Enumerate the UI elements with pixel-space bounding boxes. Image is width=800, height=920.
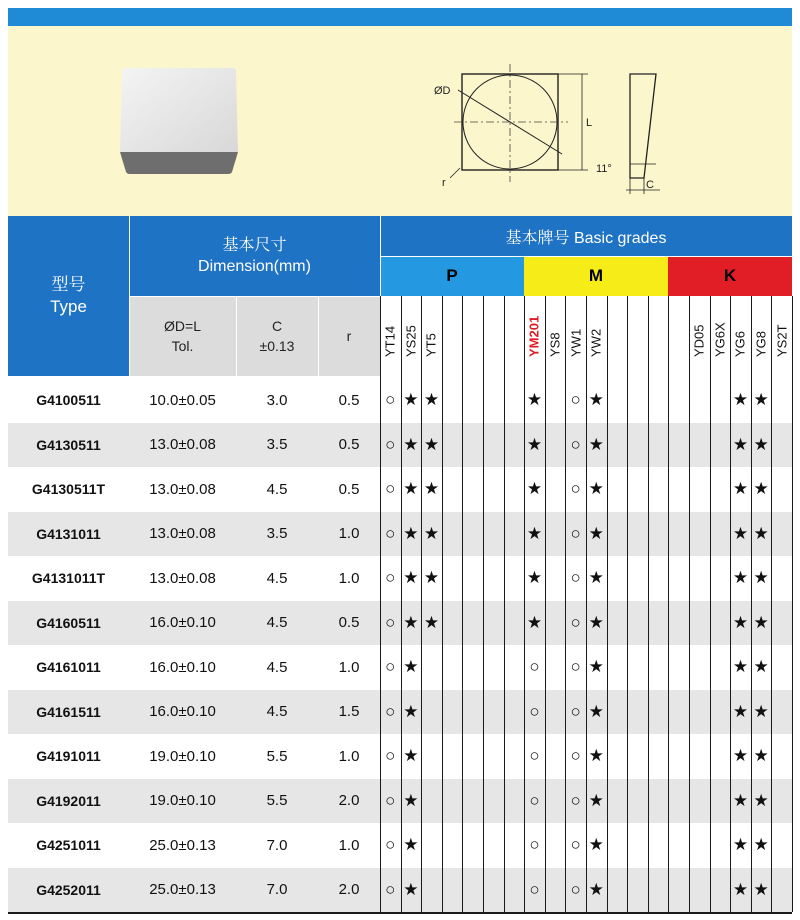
type-cell: G4161011: [36, 659, 101, 675]
grade-column-divider: [710, 296, 711, 912]
grade-column-divider: [545, 296, 546, 912]
type-cell: G4191011: [36, 748, 101, 764]
star-mark: ★: [753, 790, 769, 810]
table-row: [8, 734, 792, 778]
insert-photo: [118, 64, 240, 176]
radius-cell: 0.5: [338, 480, 360, 498]
grade-header-column: [380, 296, 401, 376]
star-mark: ★: [732, 701, 749, 721]
table-row: [8, 645, 792, 689]
grade-header-column: [565, 296, 586, 376]
star-mark: ★: [526, 568, 543, 587]
chamfer-cell: 3.0: [266, 391, 288, 409]
grade-column-divider: [565, 296, 566, 912]
circle-mark: ○: [385, 657, 396, 676]
star-mark: ★: [403, 657, 419, 676]
star-mark: ★: [753, 657, 769, 676]
star-mark: ★: [588, 835, 604, 854]
star-mark: ★: [732, 523, 749, 543]
table-row: [8, 690, 792, 734]
table-row: [8, 467, 792, 511]
type-header-cn: 型号: [51, 275, 86, 294]
diameter-cell: 13.0±0.08: [149, 436, 216, 453]
type-cell: G4131011: [36, 525, 101, 542]
chamfer-cell: 4.5: [266, 614, 288, 631]
chamfer-cell: 7.0: [266, 836, 288, 854]
grade-header-column: [689, 296, 710, 376]
grade-label: YW1: [568, 328, 584, 357]
grade-header-column: [627, 296, 648, 376]
diameter-cell: 25.0±0.13: [149, 881, 216, 898]
star-mark: ★: [753, 434, 769, 454]
star-mark: ★: [588, 657, 604, 676]
grade-label: YS25: [403, 325, 419, 357]
group-p-band: [380, 256, 524, 296]
grade-column-divider: [462, 296, 463, 912]
star-mark: ★: [423, 479, 440, 498]
star-mark: ★: [588, 568, 604, 587]
header-divider: [129, 296, 380, 297]
radius-cell: 2.0: [338, 881, 360, 898]
chamfer-header-line1: C: [271, 318, 283, 334]
table-row: [8, 779, 792, 823]
grade-label: YT5: [423, 333, 439, 357]
type-cell: G4160511: [36, 614, 101, 631]
star-mark: ★: [753, 835, 769, 854]
grade-column-divider: [730, 296, 731, 912]
table-bottom-rule: [8, 912, 792, 914]
star-mark: ★: [588, 746, 604, 765]
star-mark: ★: [423, 568, 440, 587]
star-mark: ★: [588, 612, 604, 632]
star-mark: ★: [403, 568, 419, 587]
grade-label: YD05: [691, 324, 707, 357]
radius-cell: 0.5: [338, 391, 360, 409]
circle-mark: ○: [570, 701, 581, 721]
star-mark: ★: [403, 746, 419, 765]
radius-cell: 1.5: [338, 703, 360, 720]
star-mark: ★: [732, 612, 749, 632]
grade-column-divider: [586, 296, 587, 912]
chamfer-cell: 7.0: [266, 881, 288, 898]
circle-mark: ○: [385, 434, 396, 454]
circle-mark: ○: [570, 390, 581, 409]
radius-cell: 1.0: [338, 658, 360, 676]
circle-mark: ○: [385, 479, 396, 498]
grade-column-divider: [421, 296, 422, 912]
star-mark: ★: [403, 879, 419, 899]
star-mark: ★: [753, 701, 769, 721]
type-header: [8, 216, 129, 376]
grade-column-divider: [380, 296, 381, 912]
radius-cell: 2.0: [338, 792, 360, 809]
grade-header-column: [442, 296, 463, 376]
grade-column-divider: [771, 296, 772, 912]
grade-column-divider: [627, 296, 628, 912]
grade-column-divider: [524, 296, 525, 912]
star-mark: ★: [526, 479, 543, 498]
chamfer-cell: 4.5: [266, 480, 288, 498]
grade-header-column: [648, 296, 669, 376]
diameter-cell: 16.0±0.10: [149, 658, 216, 676]
grade-label: YG8: [753, 330, 769, 357]
star-mark: ★: [423, 523, 440, 543]
star-mark: ★: [732, 390, 749, 409]
radius-cell: 1.0: [338, 747, 360, 765]
circle-mark: ○: [385, 612, 396, 632]
chamfer-cell: 4.5: [266, 703, 288, 720]
table-row: [8, 868, 792, 912]
grade-header-column: [401, 296, 422, 376]
chamfer-cell: 4.5: [266, 569, 288, 587]
circle-mark: ○: [385, 879, 396, 899]
chamfer-cell: 3.5: [266, 525, 288, 542]
star-mark: ★: [588, 390, 604, 409]
star-mark: ★: [753, 879, 769, 899]
star-mark: ★: [753, 746, 769, 765]
grade-column-divider: [607, 296, 608, 912]
star-mark: ★: [423, 390, 440, 409]
star-mark: ★: [588, 523, 604, 543]
circle-mark: ○: [529, 835, 540, 854]
circle-mark: ○: [529, 657, 540, 676]
circle-mark: ○: [385, 835, 396, 854]
star-mark: ★: [732, 657, 749, 676]
star-mark: ★: [588, 879, 604, 899]
type-cell: G4130511: [36, 436, 101, 453]
diameter-cell: 25.0±0.13: [149, 836, 216, 854]
star-mark: ★: [526, 523, 543, 543]
grade-column-divider: [483, 296, 484, 912]
grade-header-column: [483, 296, 504, 376]
table-row: [8, 556, 792, 600]
table-row: [8, 512, 792, 556]
type-cell: G4192011: [36, 792, 101, 809]
radius-cell: 1.0: [338, 569, 360, 587]
circle-mark: ○: [385, 523, 396, 543]
radius-cell: 1.0: [338, 525, 360, 542]
diameter-header-line1: ØD=L: [164, 318, 201, 334]
circle-mark: ○: [385, 701, 396, 721]
star-mark: ★: [403, 390, 419, 409]
insert-technical-drawing: [420, 60, 680, 200]
diameter-cell: 13.0±0.08: [149, 569, 216, 587]
star-mark: ★: [732, 746, 749, 765]
type-cell: G4161511: [36, 703, 101, 720]
dimension-header: [129, 216, 380, 296]
diameter-cell: 10.0±0.05: [149, 391, 216, 409]
star-mark: ★: [588, 790, 604, 810]
grade-header-column: [710, 296, 731, 376]
chamfer-header: [236, 296, 318, 376]
chamfer-cell: 3.5: [266, 436, 288, 453]
dimension-header-en: Dimension(mm): [198, 258, 311, 275]
grade-label: YG6: [732, 330, 748, 357]
circle-mark: ○: [529, 701, 540, 721]
type-cell: G4251011: [36, 837, 101, 853]
star-mark: ★: [753, 523, 769, 543]
chamfer-cell: 4.5: [266, 658, 288, 676]
circle-mark: ○: [385, 568, 396, 587]
circle-mark: ○: [570, 879, 581, 899]
circle-mark: ○: [529, 746, 540, 765]
grade-column-divider: [648, 296, 649, 912]
diameter-cell: 16.0±0.10: [149, 614, 216, 631]
star-mark: ★: [403, 701, 419, 721]
diameter-cell: 16.0±0.10: [149, 703, 216, 720]
diameter-header-line2: Tol.: [171, 338, 194, 354]
type-header-en: Type: [50, 297, 87, 316]
star-mark: ★: [403, 434, 419, 454]
circle-mark: ○: [570, 479, 581, 498]
star-mark: ★: [753, 479, 769, 498]
circle-mark: ○: [570, 434, 581, 454]
grade-header-column: [792, 296, 800, 376]
radius-cell: 0.5: [338, 614, 360, 631]
group-k-label: K: [723, 266, 737, 285]
chamfer-cell: 5.5: [266, 747, 288, 765]
grade-header-column: [504, 296, 525, 376]
grade-header-column: [668, 296, 689, 376]
grade-column-divider: [689, 296, 690, 912]
circle-mark: ○: [570, 790, 581, 810]
star-mark: ★: [526, 612, 543, 632]
grade-label: YW2: [588, 328, 604, 357]
circle-mark: ○: [385, 390, 396, 409]
table-row: [8, 823, 792, 867]
star-mark: ★: [403, 835, 419, 854]
star-mark: ★: [732, 790, 749, 810]
header-divider: [318, 296, 319, 376]
star-mark: ★: [526, 390, 543, 409]
star-mark: ★: [403, 523, 419, 543]
star-mark: ★: [403, 790, 419, 810]
grade-header-column: [462, 296, 483, 376]
star-mark: ★: [753, 568, 769, 587]
radius-header: r: [318, 296, 380, 376]
group-p-label: P: [446, 266, 458, 285]
star-mark: ★: [423, 434, 440, 454]
grade-header-column: [771, 296, 792, 376]
diameter-cell: 19.0±0.10: [149, 792, 216, 809]
radius-cell: 1.0: [338, 836, 360, 854]
top-accent-bar: [8, 8, 792, 26]
grade-column-divider: [792, 296, 793, 912]
type-cell: G4130511T: [31, 481, 106, 497]
length-label: L: [586, 117, 593, 129]
grade-column-divider: [401, 296, 402, 912]
diameter-tolerance-header: [129, 296, 236, 376]
table-row: [8, 601, 792, 645]
grade-label: YM201: [526, 315, 542, 357]
circle-mark: ○: [385, 790, 396, 810]
diameter-cell: 13.0±0.08: [149, 525, 216, 542]
type-cell: G4131011T: [31, 570, 106, 586]
table-row: [8, 423, 792, 467]
circle-mark: ○: [529, 879, 540, 899]
grade-column-divider: [668, 296, 669, 912]
circle-mark: ○: [570, 612, 581, 632]
star-mark: ★: [732, 434, 749, 454]
circle-mark: ○: [570, 568, 581, 587]
table-row: [8, 378, 792, 422]
circle-mark: ○: [570, 523, 581, 543]
circle-mark: ○: [385, 746, 396, 765]
grade-header-column: [524, 296, 545, 376]
star-mark: ★: [753, 612, 769, 632]
chamfer-label: C: [646, 179, 654, 191]
grade-header-column: [421, 296, 442, 376]
grade-header-column: [607, 296, 628, 376]
star-mark: ★: [403, 612, 419, 632]
diameter-cell: 19.0±0.10: [149, 747, 216, 765]
grade-header-column: [751, 296, 772, 376]
diameter-cell: 13.0±0.08: [149, 480, 216, 498]
type-cell: G4100511: [36, 392, 101, 408]
star-mark: ★: [732, 479, 749, 498]
radius-label: r: [442, 177, 446, 189]
group-k-band: [668, 256, 792, 296]
grade-header-column: [586, 296, 607, 376]
grade-label: YS2T: [774, 324, 790, 357]
star-mark: ★: [526, 434, 543, 454]
diameter-label: ØD: [434, 85, 451, 97]
star-mark: ★: [588, 701, 604, 721]
star-mark: ★: [403, 479, 419, 498]
dimension-header-cn: 基本尺寸: [222, 237, 287, 254]
star-mark: ★: [588, 479, 604, 498]
type-cell: G4252011: [36, 881, 101, 898]
group-m-band: [524, 256, 668, 296]
chamfer-header-line2: ±0.13: [259, 338, 295, 354]
circle-mark: ○: [570, 746, 581, 765]
grade-label: YG6X: [712, 322, 728, 357]
grade-column-divider: [751, 296, 752, 912]
angle-label: 11°: [596, 163, 612, 175]
circle-mark: ○: [529, 790, 540, 810]
grade-column-divider: [504, 296, 505, 912]
star-mark: ★: [732, 835, 749, 854]
grade-header-column: [730, 296, 751, 376]
grade-column-divider: [442, 296, 443, 912]
circle-mark: ○: [570, 835, 581, 854]
grade-header-column: [545, 296, 566, 376]
chamfer-cell: 5.5: [266, 792, 288, 809]
radius-cell: 0.5: [338, 436, 360, 453]
header-divider: [236, 296, 237, 376]
basic-grades-header: 基本牌号 Basic grades: [380, 216, 792, 256]
star-mark: ★: [732, 879, 749, 899]
star-mark: ★: [732, 568, 749, 587]
star-mark: ★: [588, 434, 604, 454]
header-divider: [380, 256, 792, 257]
grade-label: YT14: [382, 325, 398, 357]
star-mark: ★: [423, 612, 440, 632]
star-mark: ★: [753, 390, 769, 409]
group-m-label: M: [588, 266, 604, 285]
grade-label: YS8: [547, 332, 563, 357]
circle-mark: ○: [570, 657, 581, 676]
